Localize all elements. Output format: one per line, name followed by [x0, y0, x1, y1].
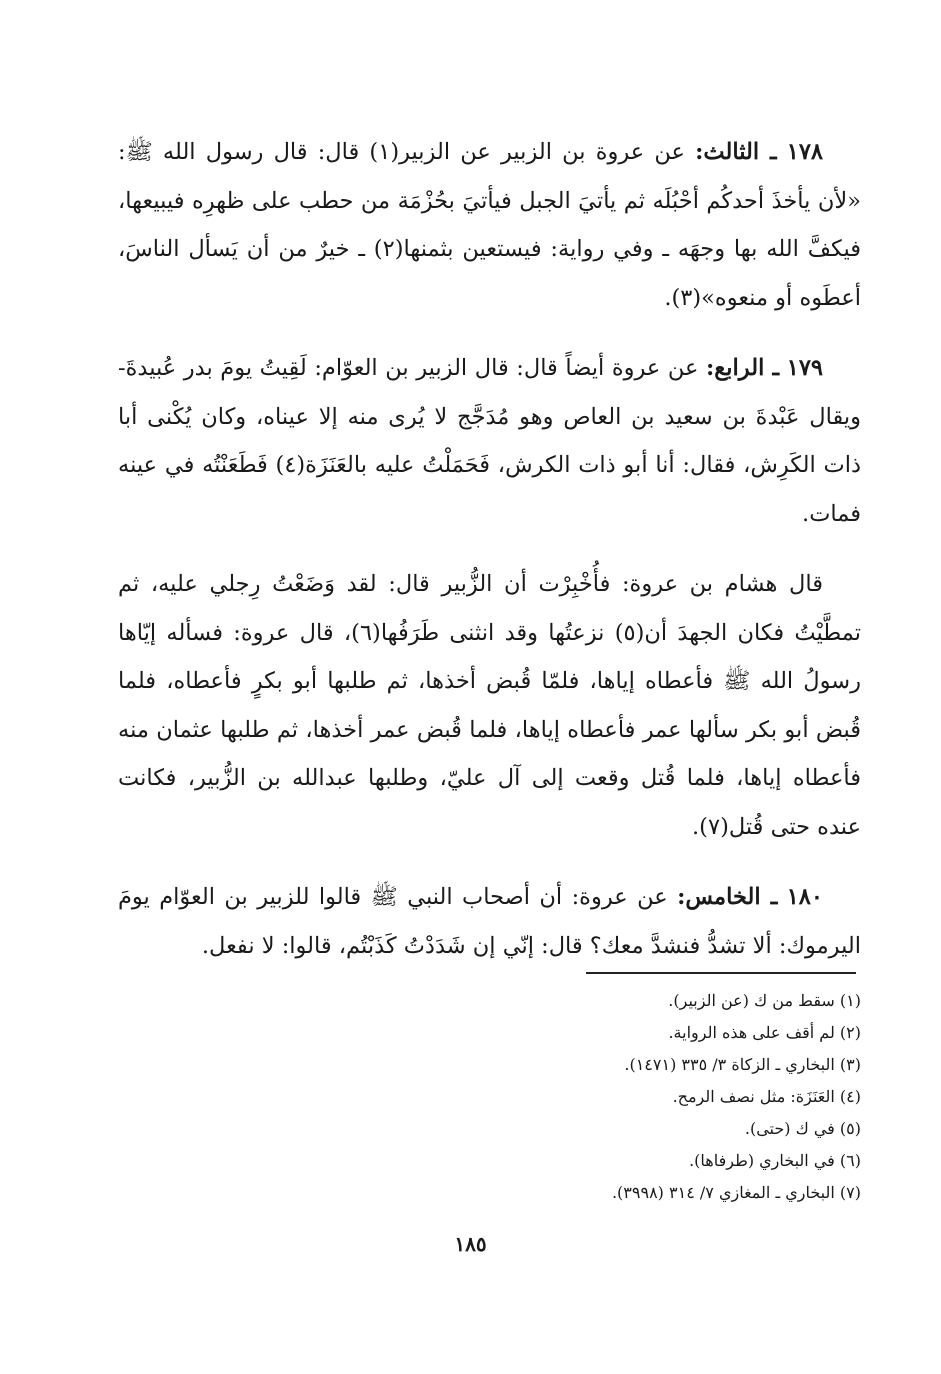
hadith-heading: ـ الرابع:: [706, 355, 780, 381]
hadith-text: عن عروة: أن أصحاب النبي ﷺ قالوا للزبير بن العوّام يومَ اليرموك: ألا تشدُّ فنشدَّ معك؟ قال: إنّي إن شَدَدْتُ كَذَبْتُم، قالوا: لا نفعل.: [118, 884, 861, 959]
footnote-5: (٥) في ك (حتى).: [744, 1119, 861, 1138]
footnote-3: (٣) البخاري ـ الزكاة ٣/ ٣٣٥ (١٤٧١).: [624, 1055, 861, 1074]
hadith-heading: ـ الخامس:: [677, 884, 778, 910]
paragraph-179: [118, 344, 861, 538]
hadith-number: ١٧٩: [786, 355, 823, 381]
hadith-text: عن عروة أيضاً قال: قال الزبير بن العوّام: لَقِيتُ يومَ بدر عُبيدةَ- ويقال عَبْدةَ بن سعيد بن العاص وهو مُدَجَّج لا يُرى منه إلا عيناه، وكان يُكْنى أبا ذات الكَرِش، فقال: أنا أبو ذات الكرش، فَحَمَلْتُ عليه بالعَنَزَة(٤) فَطَعَنْتُه في عينه فمات.: [118, 355, 861, 527]
footnote-4: (٤) العَنَزَة: مثل نصف الرمح.: [672, 1087, 861, 1106]
footnote-7: (٧) البخاري ـ المغازي ٧/ ٣١٤ (٣٩٩٨).: [611, 1183, 861, 1202]
paragraph-178: [118, 128, 861, 322]
footnote-6: (٦) في البخاري (طرفاها).: [689, 1151, 861, 1170]
main-text: [118, 128, 861, 992]
page-number: ١٨٥: [454, 1232, 487, 1256]
hadith-heading: ـ الثالث:: [695, 139, 777, 165]
hadith-number: ١٨٠: [786, 884, 823, 910]
footnotes: [300, 985, 861, 1209]
footnote-separator: [586, 972, 856, 974]
hadith-text: عن عروة بن الزبير عن الزبير(١) قال: قال رسول الله ﷺ: «لأن يأخذَ أحدكُم أحْبُلَه ثم يأتيَ الجبل فيأتيَ بحُزْمَة من حطب على ظهرِه فيبيعها، فيكفَّ الله بها وجهَه ـ وفي رواية: فيستعين بثمنها(٢) ـ خيرٌ من أن يَسأل الناسَ، أعطَوه أو منعوه»(٣).: [118, 139, 861, 311]
paragraph-hisham: [118, 560, 861, 851]
hadith-number: ١٧٨: [786, 139, 824, 165]
hadith-text: قال هشام بن عروة: فأُخْبِرْت أن الزُّبير قال: لقد وَضَعْتُ رِجلي عليه، ثم تمطَّيْتُ فكان الجهدَ أن(٥) نزعتُها وقد انثنى طَرَفُها(٦)، قال عروة: فسأله إيّاها رسولُ الله ﷺ فأعطاه إياها، فلمّا قُبض أخذها، ثم طلبها أبو بكرٍ فأعطاه، فلما قُبض أبو بكر سألها عمر فأعطاه إياها، فلما قُبض عمر أخذها، ثم طلبها عثمان منه فأعطاه إياها، فلما قُتل وقعت إلى آل عليّ، وطلبها عبدالله بن الزُّبير، فكانت عنده حتى قُتل(٧).: [118, 571, 861, 840]
footnote-2: (٢) لم أقف على هذه الرواية.: [668, 1023, 861, 1042]
footnote-1: (١) سقط من ك (عن الزبير).: [668, 991, 861, 1010]
paragraph-180: [118, 873, 861, 970]
